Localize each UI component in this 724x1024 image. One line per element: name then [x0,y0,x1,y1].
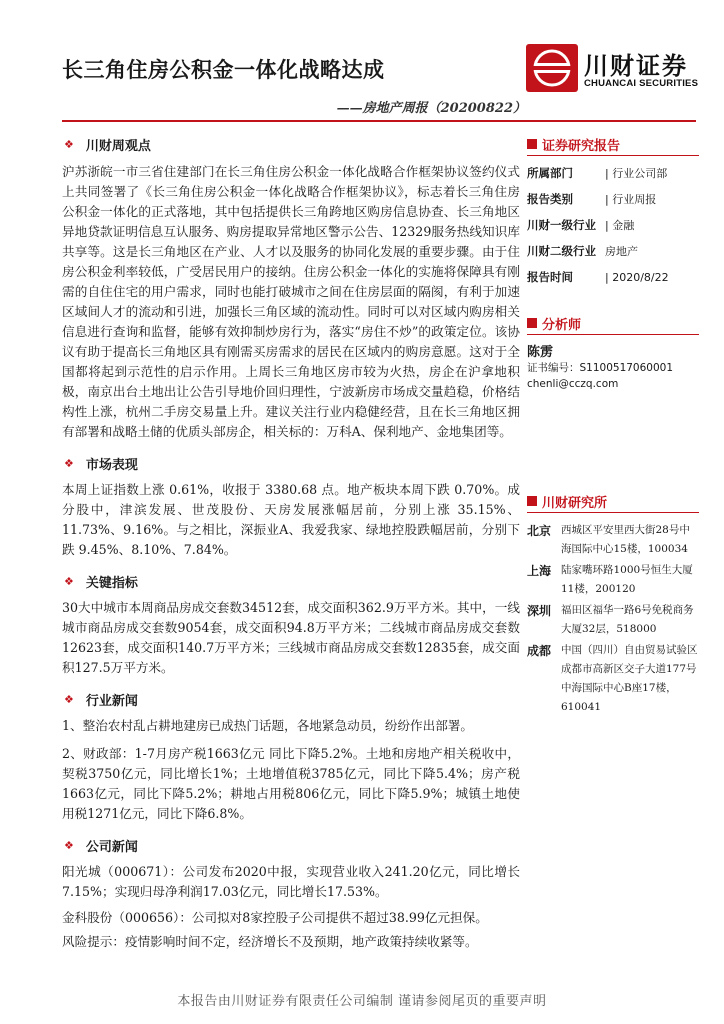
office-address: 陆家嘴环路1000号恒生大厦11楼，200120 [561,564,693,595]
meta-row-category [527,186,699,212]
report-subtitle: ——房地产周报（20200822） [336,101,526,116]
meta-row-industry-2 [527,238,699,264]
office-shenzhen [527,601,699,639]
office-city: 成都 [527,644,552,658]
industry-news-item: 1、整治农村乱占耕地建房已成热门话题，各地紧急动员，纷纷作出部署。 [62,718,474,733]
section-heading-text: 川财周观点 [85,138,151,154]
section-heading-company [62,834,520,856]
meta-row-department [527,160,699,186]
meta-value: | 金融 [605,219,635,232]
main-column [62,133,520,952]
diamond-bullet-icon: ❖ [64,692,74,706]
office-shanghai [527,561,699,599]
section-heading-view [62,133,520,155]
header-divider [62,120,696,122]
sidebar-heading-analyst [527,312,699,335]
risk-warning: 风险提示：疫情影响时间不定，经济增长不及预期，地产政策持续收紧等。 [62,934,478,949]
office-address: 中国（四川）自由贸易试验区成都市高新区交子大道177号中海国际中心B座17楼，610041 [561,644,698,713]
meta-key: 报告类别 [527,192,573,206]
section-heading-text: 公司新闻 [85,839,138,855]
sidebar-heading-institute [527,490,699,513]
diamond-bullet-icon: ❖ [64,838,74,852]
office-city: 上海 [527,564,552,578]
square-marker-icon [527,139,537,149]
office-city: 深圳 [527,604,552,618]
office-city: 北京 [527,524,552,538]
meta-value: | 行业周报 [605,193,657,206]
company-news-item: 阳光城（000671）：公司发布2020中报，实现营业收入241.20亿元，同比增长7.15%；实现归母净利润17.03亿元，同比增长17.53%。 [62,864,520,899]
sidebar-heading-report [527,133,699,156]
meta-row-date [527,264,699,290]
report-title: 长三角住房公积金一体化战略达成 [62,57,385,82]
sidebar-heading-text: 川财研究所 [542,495,608,511]
section-heading-text: 行业新闻 [85,693,138,709]
company-news-item: 金科股份（000656）：公司拟对8家控股子公司提供不超过38.99亿元担保。 [62,910,488,925]
square-marker-icon [527,496,537,506]
meta-key: 所属部门 [527,166,573,180]
sidebar [527,133,699,717]
market-paragraph: 本周上证指数上涨 0.61%，收报于 3380.68 点。地产板块本周下跌 0.70%。成分股中，津滨发展、世茂股份、天房发展涨幅居前，分别上涨 35.15%、11.73%、9.16%。与之相比，深振业A、我爱我家、绿地控股跌幅居前，分别下跌 9.45%、8.10%、7.84%。 [62,482,520,557]
sidebar-heading-text: 证券研究报告 [542,138,621,154]
analyst-name: 陈雳 [527,345,554,360]
square-marker-icon [527,318,537,328]
meta-row-industry-1 [527,212,699,238]
meta-key: 报告时间 [527,270,573,284]
sidebar-heading-text: 分析师 [542,317,582,333]
office-chengdu [527,641,699,717]
company-logo [526,44,699,96]
office-beijing [527,521,699,559]
office-address: 福田区福华一路6号免税商务大厦32层，518000 [561,604,694,635]
meta-value: | 2020/8/22 [605,270,669,284]
industry-news-item: 2、财政部：1-7月房产税1663亿元 同比下降5.2%。土地和房地产相关税收中，契税3750亿元，同比增长1%；土地增值税3785亿元，同比下降5.4%；房产税1663亿元，同比下降5.2%；耕地占用税806亿元，同比下降5.9%；城镇土地使用税1271亿元，同比下降6.8%。 [62,746,520,821]
diamond-bullet-icon: ❖ [64,137,74,151]
logo-english-name: CHUANCAI SECURITIES [584,78,699,89]
meta-key: 川财一级行业 [527,218,596,232]
meta-value: 房地产 [605,245,638,258]
view-paragraph: 沪苏浙皖一市三省住建部门在长三角住房公积金一体化战略合作框架协议签约仪式上共同签署了《长三角住房公积金一体化战略合作框架协议》，标志着长三角住房公积金一体化的正式落地，其中包括提供长三角跨地区购房信息协查、长三角地区异地贷款证明信息互认服务、购房提取异常地区警示公告、12329服务热线知识库共享等。这是长三角地区在产业、人才以及服务的协同化发展的重要步骤。由于住房公积金利率较低，广受居民用户的接纳。住房公积金一体化的实施将保障具有刚需的自住住宅的用户需求，同时也能打破城市之间在住房层面的隔阂，有利于加速区域间人才的流动和引进，加强长三角区域的流动性。同时可以对区域内购房相关信息进行查询和监督，能够有效抑制炒房行为，落实“房住不炒”的政策定位。该协议有助于提高长三角地区具有刚需买房需求的居民在区域内的购房意愿。这对于全国都将起到示范性的启示作用。上周长三角地区房市较为火热，房企在沪拿地积极，南京出台土地出让公告引导地价回归理性，宁波新房市场成交量趋稳，价格结构性上涨，杭州二手房交易量上升。建议关注行业内稳健经营，且在长三角地区拥有部署和战略土储的优质头部房企，相关标的：万科A、保利地产、金地集团等。 [62,164,520,439]
analyst-cert: 证书编号：S1100517060001 [527,362,674,374]
logo-chinese-name: 川财证券 [584,52,688,80]
office-address: 西城区平安里西大街28号中海国际中心15楼，100034 [561,524,690,555]
diamond-bullet-icon: ❖ [64,456,74,470]
key-paragraph: 30大中城市本周商品房成交套数34512套，成交面积362.9万平方米。其中，一线城市商品房成交套数9054套，成交面积94.8万平方米；二线城市商品房成交套数12623套，成交面积140.7万平方米；三线城市商品房成交套数12835套，成交面积127.5万平方米。 [62,600,520,675]
section-heading-key [62,570,520,592]
section-heading-market [62,452,520,474]
diamond-bullet-icon: ❖ [64,574,74,588]
meta-value: | 行业公司部 [605,167,668,180]
meta-key: 川财二级行业 [527,244,596,258]
logo-mark-icon [526,44,578,92]
section-heading-text: 关键指标 [85,575,138,591]
analyst-email[interactable]: chenli@cczq.com [527,378,619,390]
section-heading-text: 市场表现 [85,457,138,473]
page-footer: 本报告由川财证券有限责任公司编制 谨请参阅尾页的重要声明 [177,994,547,1009]
section-heading-industry [62,688,520,710]
